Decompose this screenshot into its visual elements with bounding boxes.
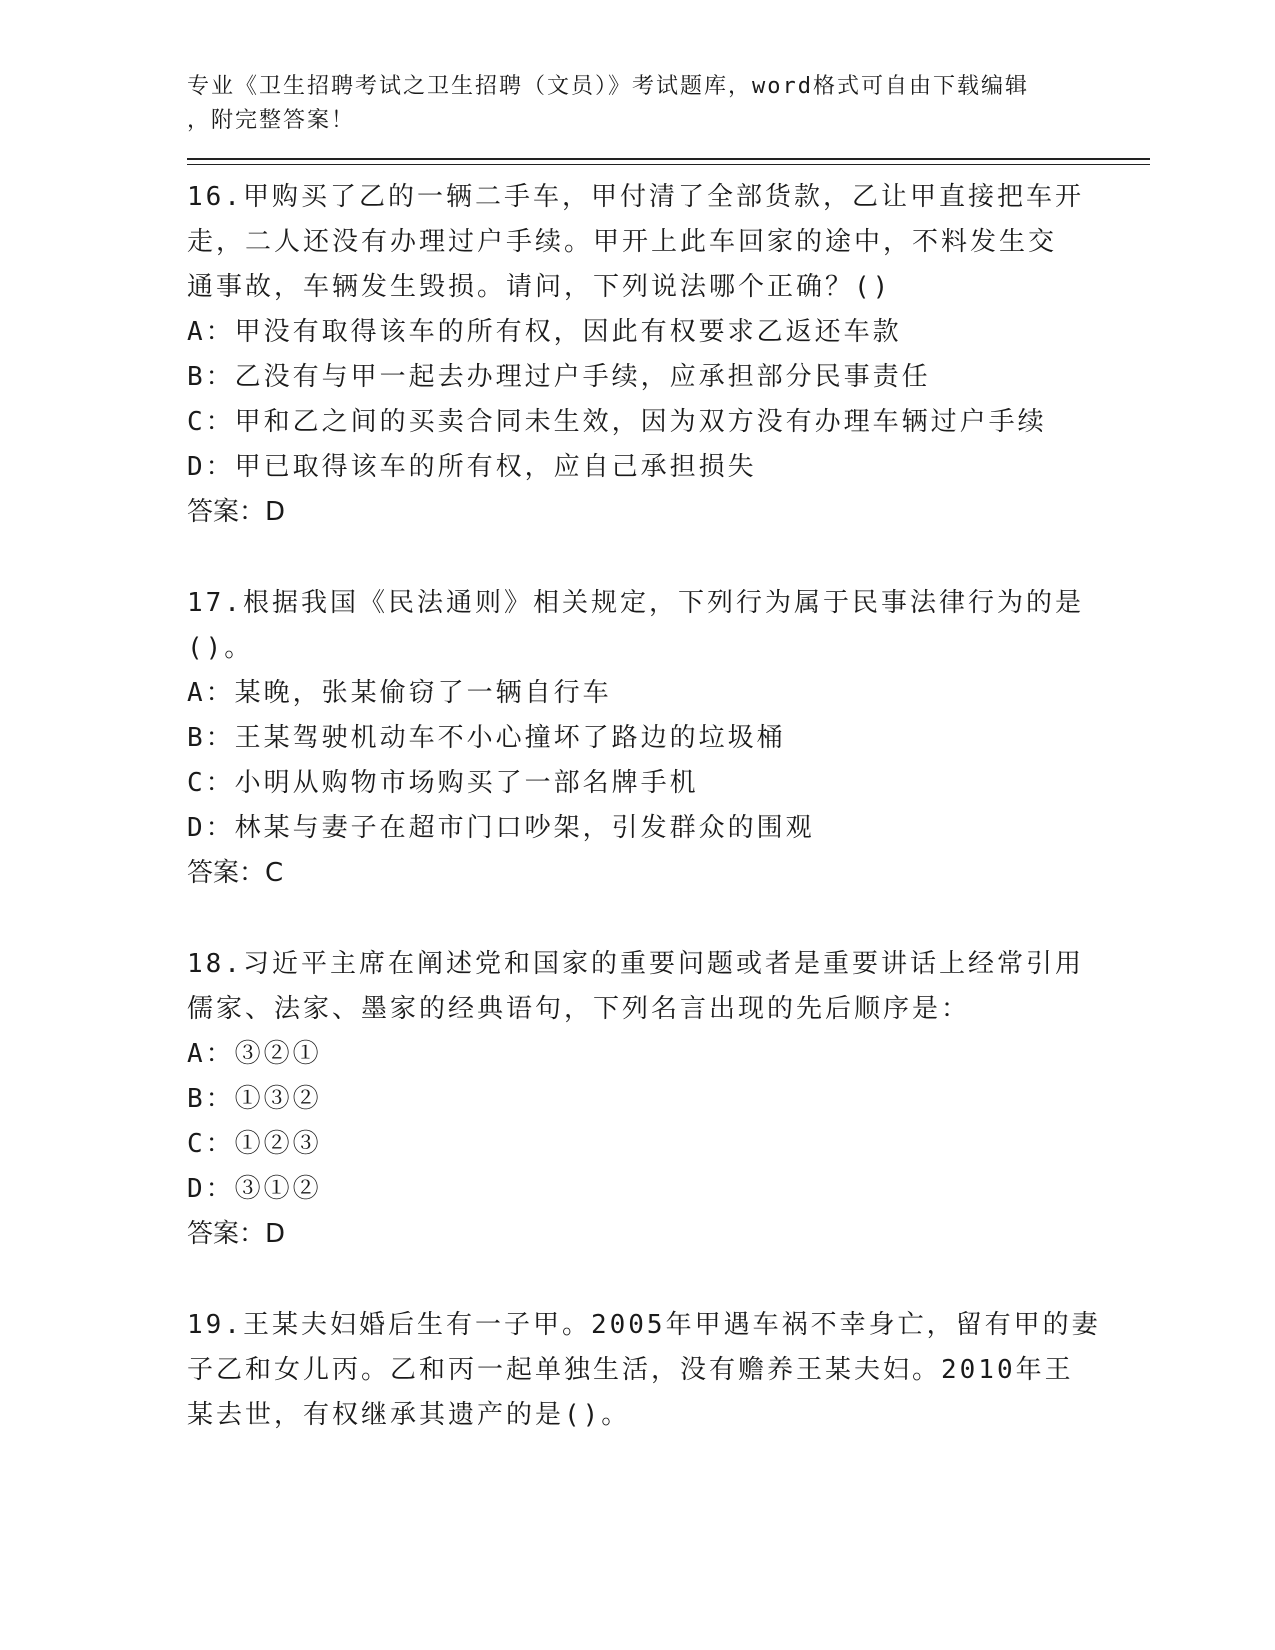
question-stem-line: 19.王某夫妇婚后生有一子甲。2005年甲遇车祸不幸身亡，留有甲的妻 [187,1310,1101,1340]
document-header [187,70,1147,138]
question-stem-line: 17.根据我国《民法通则》相关规定，下列行为属于民事法律行为的是 [187,588,1084,618]
question-stem-line: 16.甲购买了乙的一辆二手车，甲付清了全部货款，乙让甲直接把车开 [187,182,1084,212]
question-17 [187,581,1147,896]
option-a: A：③②① [187,1039,322,1069]
question-stem-line: 儒家、法家、墨家的经典语句，下列名言出现的先后顺序是： [187,994,971,1024]
question-stem-line: 18.习近平主席在阐述党和国家的重要问题或者是重要讲话上经常引用 [187,949,1084,979]
question-stem-line: 子乙和女儿丙。乙和丙一起单独生活，没有赡养王某夫妇。2010年王 [187,1355,1074,1385]
question-16 [187,175,1147,535]
option-d: D：林某与妻子在超市门口吵架，引发群众的围观 [187,813,815,843]
header-line-2: ，附完整答案！ [187,108,356,133]
question-18 [187,942,1147,1257]
option-b: B：乙没有与甲一起去办理过户手续，应承担部分民事责任 [187,362,931,392]
question-19 [187,1303,1147,1438]
answer-line: 答案：C [187,858,284,888]
question-stem-line: ()。 [187,633,254,663]
document-page [187,70,1147,1438]
option-a: A：甲没有取得该车的所有权，因此有权要求乙返还车款 [187,317,902,347]
option-b: B：王某驾驶机动车不小心撞坏了路边的垃圾桶 [187,723,786,753]
question-stem-line: 某去世，有权继承其遗产的是()。 [187,1400,631,1430]
question-stem-line: 通事故，车辆发生毁损。请问，下列说法哪个正确？() [187,272,892,302]
answer-line: 答案：D [187,497,286,527]
option-c: C：①②③ [187,1129,322,1159]
option-d: D：③①② [187,1174,322,1204]
option-b: B：①③② [187,1084,322,1114]
option-c: C：小明从购物市场购买了一部名牌手机 [187,768,699,798]
header-line-1: 专业《卫生招聘考试之卫生招聘（文员）》考试题库，word格式可自由下载编辑 [187,74,1029,99]
option-a: A：某晚，张某偷窃了一辆自行车 [187,678,612,708]
question-stem-line: 走，二人还没有办理过户手续。甲开上此车回家的途中，不料发生交 [187,227,1058,257]
option-c: C：甲和乙之间的买卖合同未生效，因为双方没有办理车辆过户手续 [187,407,1047,437]
answer-line: 答案：D [187,1219,286,1249]
header-divider [187,158,1150,165]
option-d: D：甲已取得该车的所有权，应自己承担损失 [187,452,757,482]
